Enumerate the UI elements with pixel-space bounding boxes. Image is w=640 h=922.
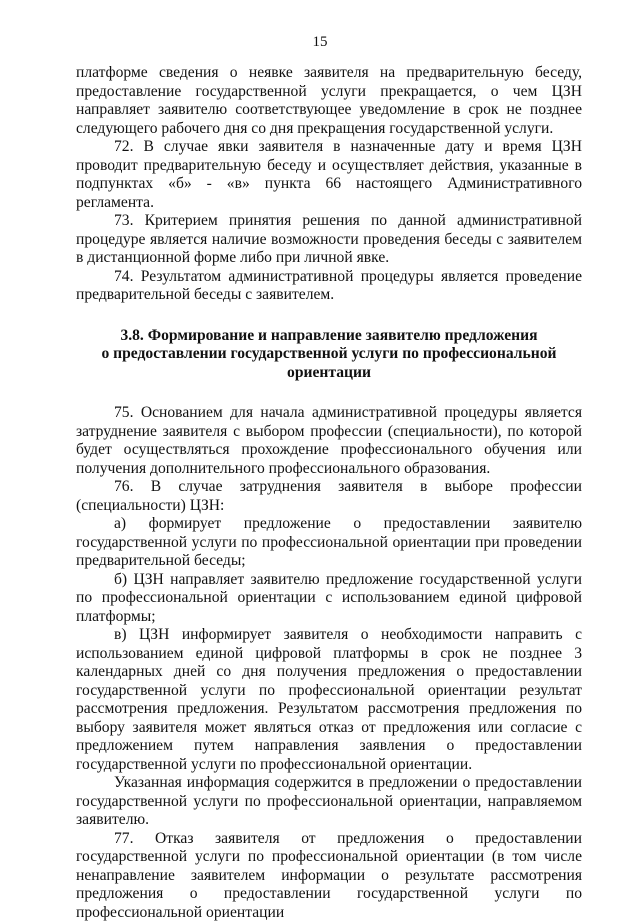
section-heading-line: ориентации	[76, 364, 582, 383]
paragraph-info: Указанная информация содержится в предложении о предоставлении государственной услуги по профессиональной ориентации, направляемом заявителю.	[76, 774, 582, 830]
page-number: 15	[0, 34, 640, 51]
paragraph-74: 74. Результатом административной процедуры является проведение предварительной беседы с заявителем.	[76, 268, 582, 305]
paragraph-76: 76. В случае затруднения заявителя в выборе профессии (специальности) ЦЗН:	[76, 478, 582, 515]
document-body	[76, 64, 582, 922]
section-heading-line: о предоставлении государственной услуги по профессиональной	[76, 345, 582, 364]
paragraph-continuation: платформе сведения о неявке заявителя на предварительную беседу, предоставление государственной услуги прекращается, о чем ЦЗН направляет заявителю соответствующее уведомление в срок не позднее следующего рабочего дня со дня прекращения государственной услуги.	[76, 64, 582, 138]
section-heading-line: 3.8. Формирование и направление заявителю предложения	[76, 327, 582, 346]
paragraph-72: 72. В случае явки заявителя в назначенные дату и время ЦЗН проводит предварительную беседу и осуществляет действия, указанные в подпунктах «б» - «в» пункта 66 настоящего Административного регламента.	[76, 138, 582, 212]
paragraph-73: 73. Критерием принятия решения по данной административной процедуре является наличие возможности проведения беседы с заявителем в дистанционной форме либо при личной явке.	[76, 212, 582, 268]
subparagraph-a: а) формирует предложение о предоставлении заявителю государственной услуги по профессиональной ориентации при проведении предварительной беседы;	[76, 515, 582, 571]
paragraph-77: 77. Отказ заявителя от предложения о предоставлении государственной услуги по профессиональной ориентации (в том числе ненаправление заявителем информации о результате рассмотрения предложения о предоставлении государственной услуги по профессиональной ориентации	[76, 830, 582, 922]
subparagraph-v: в) ЦЗН информирует заявителя о необходимости направить с использованием единой цифровой платформы в срок не позднее 3 календарных дней со дня получения предложения о предоставлении государственной услуги по профессиональной ориентации результат рассмотрения предложения. Результатом рассмотрения предложения по выбору заявителя может являться отказ от предложения или согласие с предложением путем направления заявления о предоставлении государственной услуги по профессиональной ориентации.	[76, 626, 582, 774]
paragraph-75: 75. Основанием для начала административной процедуры является затруднение заявителя с выбором профессии (специальности), по которой будет осуществляться прохождение профессионального обучения или получения дополнительного профессионального образования.	[76, 404, 582, 478]
subparagraph-b: б) ЦЗН направляет заявителю предложение государственной услуги по профессиональной ориентации с использованием единой цифровой платформы;	[76, 571, 582, 627]
section-heading	[76, 327, 582, 383]
